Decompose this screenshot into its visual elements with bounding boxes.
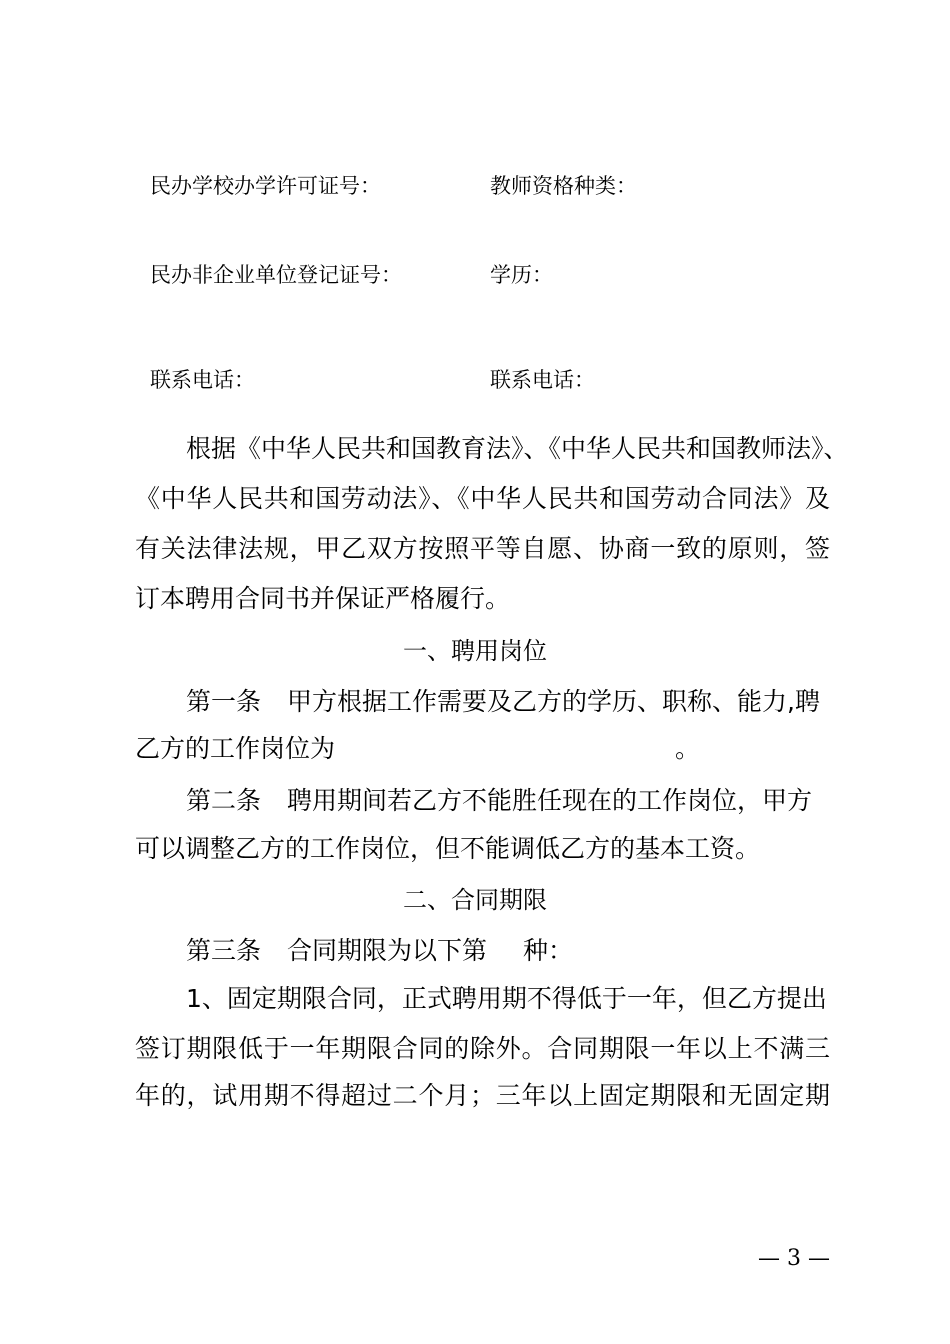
section-2-heading: 二、合同期限 [403, 886, 547, 914]
page-number: — 3 — [758, 1246, 830, 1271]
article-1-label: 第一条 [186, 687, 262, 716]
article-1-line-2 [135, 736, 700, 761]
party-a-phone-label: 联系电话： [150, 368, 255, 392]
section-1-heading: 一、聘用岗位 [403, 637, 547, 665]
article-3-label: 第三条 [186, 936, 262, 965]
party-b-phone-label: 联系电话： [490, 368, 595, 392]
item-1-line-1: 1、固定期限合同，正式聘用期不得低于一年，但乙方提出 [186, 984, 827, 1013]
article-1-line-1 [186, 689, 820, 714]
item-1-line-2: 签订期限低于一年期限合同的除外。合同期限一年以上不满三 [135, 1034, 830, 1063]
preamble-line-4: 订本聘用合同书并保证严格履行。 [135, 584, 511, 613]
preamble-line-3: 有关法律法规，甲乙双方按照平等自愿、协商一致的原则，签 [135, 534, 830, 563]
article-2-text: 聘用期间若乙方不能胜任现在的工作岗位，甲方 [287, 786, 813, 815]
school-license-label: 民办学校办学许可证号： [150, 174, 381, 198]
article-1-period: 。 [675, 734, 701, 763]
npo-registration-label: 民办非企业单位登记证号： [150, 263, 402, 287]
article-2-line-1 [186, 788, 812, 813]
education-label: 学历： [490, 263, 553, 287]
item-1-line-3: 年的，试用期不得超过二个月；三年以上固定期限和无固定期 [135, 1081, 830, 1110]
article-1-position-text: 乙方的工作岗位为 [135, 734, 336, 763]
article-3-text-a: 合同期限为以下第 [287, 936, 488, 965]
article-1-text: 甲方根据工作需要及乙方的学历、职称、能力,聘 [287, 687, 820, 716]
article-3-text-b: 种： [523, 936, 574, 965]
preamble-line-2: 《中华人民共和国劳动法》、《中华人民共和国劳动合同法》及 [135, 484, 830, 513]
article-3-line [186, 938, 573, 963]
preamble-line-1: 根据《中华人民共和国教育法》、《中华人民共和国教师法》、 [186, 434, 849, 463]
article-2-label: 第二条 [186, 786, 262, 815]
article-2-line-2: 可以调整乙方的工作岗位，但不能调低乙方的基本工资。 [135, 834, 761, 863]
teacher-qualification-label: 教师资格种类： [490, 174, 637, 198]
